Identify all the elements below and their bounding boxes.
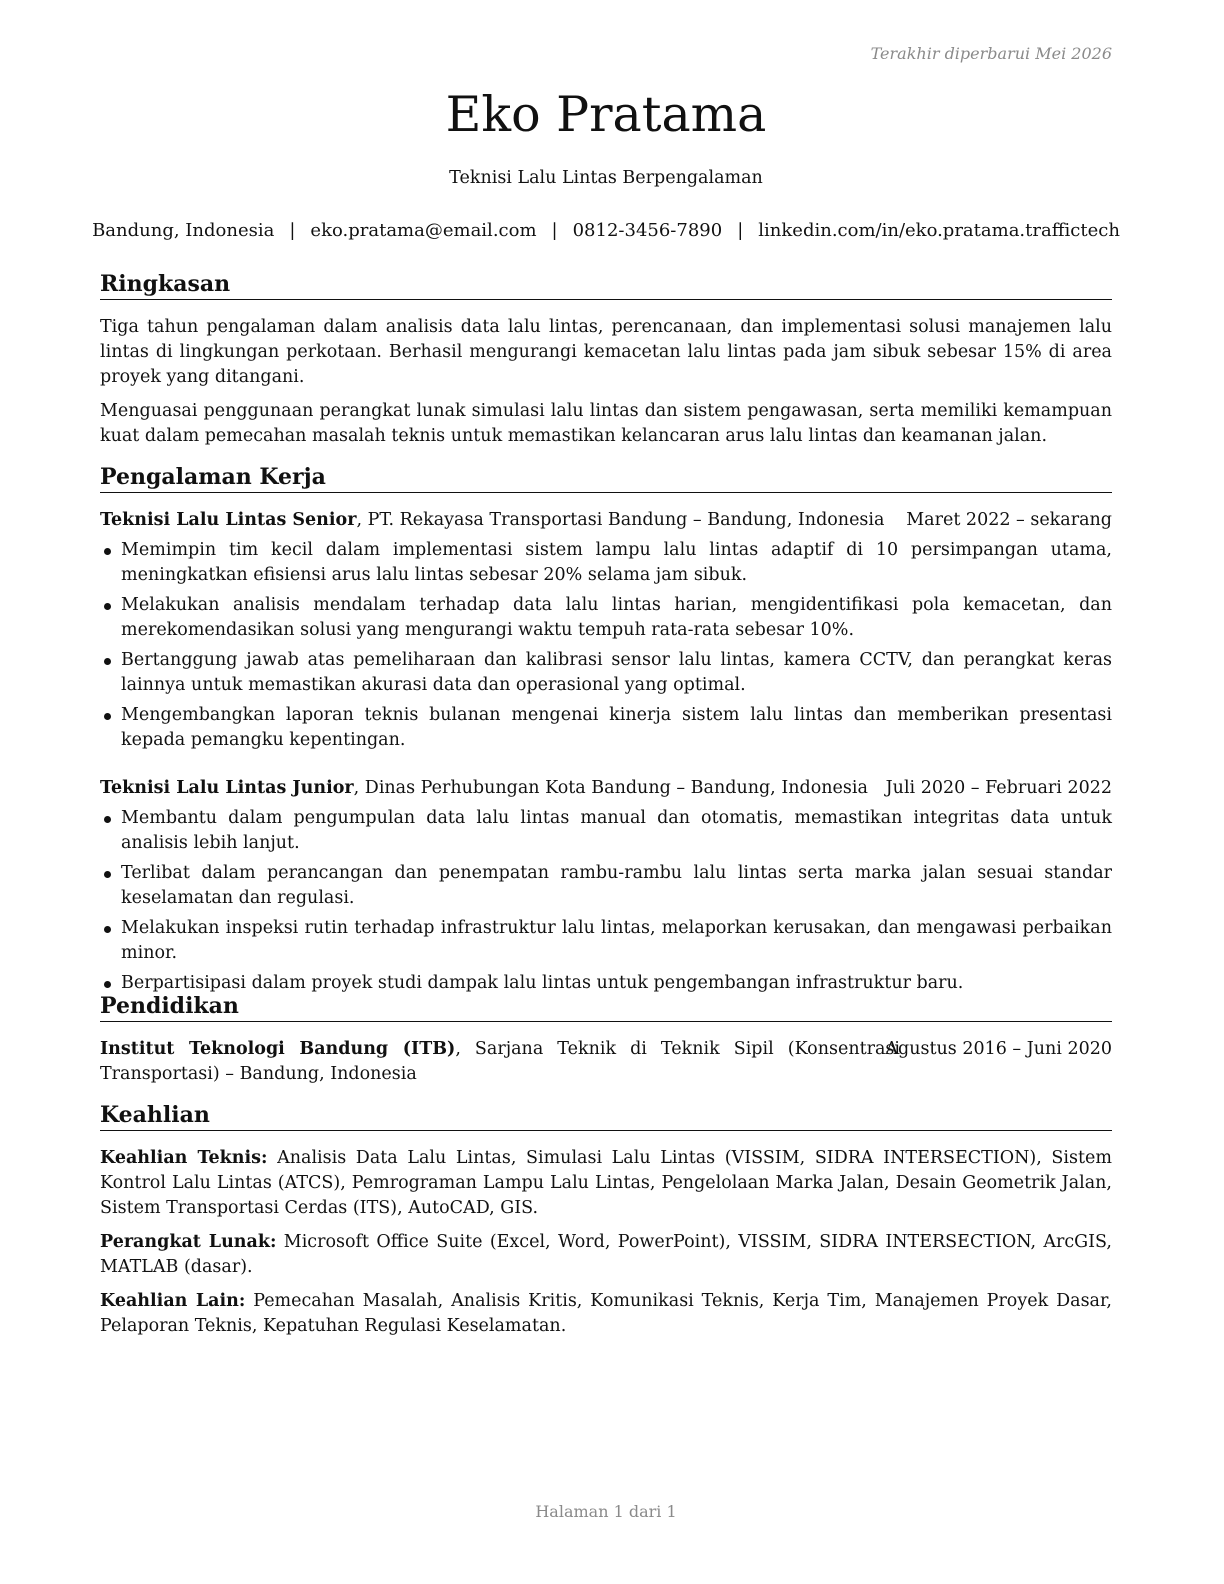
job-date: Maret 2022 – sekarang [906, 510, 1112, 530]
skill-text: Pemecahan Masalah, Analisis Kritis, Komunikasi Teknis, Kerja Tim, Manajemen Proyek Dasar, Pelaporan Teknis, Kepatuhan Regulasi Keselamatan. [100, 1291, 1112, 1336]
skill-label: Perangkat Lunak: [100, 1232, 277, 1252]
summary-paragraph-1: Tiga tahun pengalaman dalam analisis data lalu lintas, perencanaan, dan implementasi solusi manajemen lalu lintas di lingkungan perkotaan. Berhasil mengurangi kemacetan lalu lintas pada jam sibuk sebesar 15% di area proyek yang ditangani. [100, 317, 1112, 387]
education-degree: , Sarjana Teknik di Teknik Sipil (Konsentrasi Transportasi) – Bandung, Indonesia [100, 1039, 900, 1084]
education-school: Institut Teknologi Bandung (ITB) [100, 1039, 456, 1059]
skill-group-technical [100, 1146, 1112, 1221]
job-header [100, 776, 1112, 801]
education-entry [100, 1037, 1112, 1087]
list-item: Melakukan analisis mendalam terhadap data lalu lintas harian, mengidentifikasi pola kemacetan, dan merekomendasikan solusi yang mengurangi waktu tempuh rata-rata sebesar 10%. [100, 593, 1112, 643]
job-title: Teknisi Lalu Lintas Berpengalaman [449, 168, 763, 188]
section-title-education: Pendidikan [100, 993, 1112, 1022]
contact-location: Bandung, Indonesia [92, 220, 275, 241]
contact-phone[interactable]: 0812-3456-7890 [572, 220, 723, 241]
list-item: Mengembangkan laporan teknis bulanan mengenai kinerja sistem lalu lintas dan memberikan presentasi kepada pemangku kepentingan. [100, 703, 1112, 753]
section-title-experience: Pengalaman Kerja [100, 464, 1112, 493]
contact-email[interactable]: eko.pratama@email.com [310, 220, 537, 241]
page-number: Halaman 1 dari 1 [535, 1502, 677, 1521]
contact-linkedin[interactable]: linkedin.com/in/eko.pratama.traffictech [758, 220, 1120, 241]
contact-line [90, 220, 1122, 241]
separator: | [289, 220, 296, 241]
education-date: Agustus 2016 – Juni 2020 [885, 1039, 1112, 1059]
job-header [100, 508, 1112, 533]
resume-page [92, 0, 1120, 1584]
section-title-summary: Ringkasan [100, 271, 1112, 300]
list-item: Memimpin tim kecil dalam implementasi sistem lampu lalu lintas adaptif di 10 persimpangan utama, meningkatkan efisiensi arus lalu lintas sebesar 20% selama jam sibuk. [100, 538, 1112, 588]
skill-text: Analisis Data Lalu Lintas, Simulasi Lalu Lintas (VISSIM, SIDRA INTERSECTION), Sistem Kontrol Lalu Lintas (ATCS), Pemrograman Lampu Lalu Lintas, Pengelolaan Marka Jalan, Desain Geometrik Jalan, Sistem Transportasi Cerdas (ITS), AutoCAD, GIS. [100, 1148, 1112, 1218]
job-role: Teknisi Lalu Lintas Senior [100, 510, 357, 530]
skill-label: Keahlian Teknis: [100, 1148, 268, 1168]
job-bullets [100, 806, 1112, 1001]
job-bullets [100, 538, 1112, 758]
skill-group-software [100, 1230, 1112, 1280]
skill-label: Keahlian Lain: [100, 1291, 246, 1311]
summary-paragraph-2: Menguasai penggunaan perangkat lunak simulasi lalu lintas dan sistem pengawasan, serta memiliki kemampuan kuat dalam pemecahan masalah teknis untuk memastikan kelancaran arus lalu lintas dan keamanan jalan. [100, 401, 1112, 446]
skill-group-other [100, 1289, 1112, 1339]
separator: | [551, 220, 558, 241]
person-name: Eko Pratama [445, 86, 767, 143]
section-title-skills: Keahlian [100, 1102, 1112, 1131]
job-org: , PT. Rekayasa Transportasi Bandung – Bandung, Indonesia [356, 510, 885, 530]
job-date: Juli 2020 – Februari 2022 [885, 778, 1112, 798]
list-item: Berpartisipasi dalam proyek studi dampak lalu lintas untuk pengembangan infrastruktur baru. [100, 971, 1112, 996]
list-item: Melakukan inspeksi rutin terhadap infrastruktur lalu lintas, melaporkan kerusakan, dan mengawasi perbaikan minor. [100, 916, 1112, 966]
separator: | [737, 220, 744, 241]
list-item: Membantu dalam pengumpulan data lalu lintas manual dan otomatis, memastikan integritas data untuk analisis lebih lanjut. [100, 806, 1112, 856]
job-role: Teknisi Lalu Lintas Junior [100, 778, 354, 798]
list-item: Bertanggung jawab atas pemeliharaan dan kalibrasi sensor lalu lintas, kamera CCTV, dan perangkat keras lainnya untuk memastikan akurasi data dan operasional yang optimal. [100, 648, 1112, 698]
job-org: , Dinas Perhubungan Kota Bandung – Bandung, Indonesia [353, 778, 868, 798]
skill-text: Microsoft Office Suite (Excel, Word, PowerPoint), VISSIM, SIDRA INTERSECTION, ArcGIS, MATLAB (dasar). [100, 1232, 1112, 1277]
list-item: Terlibat dalam perancangan dan penempatan rambu-rambu lalu lintas serta marka jalan sesuai standar keselamatan dan regulasi. [100, 861, 1112, 911]
education-detail [100, 1037, 900, 1087]
last-updated: Terakhir diperbarui Mei 2026 [870, 44, 1112, 63]
